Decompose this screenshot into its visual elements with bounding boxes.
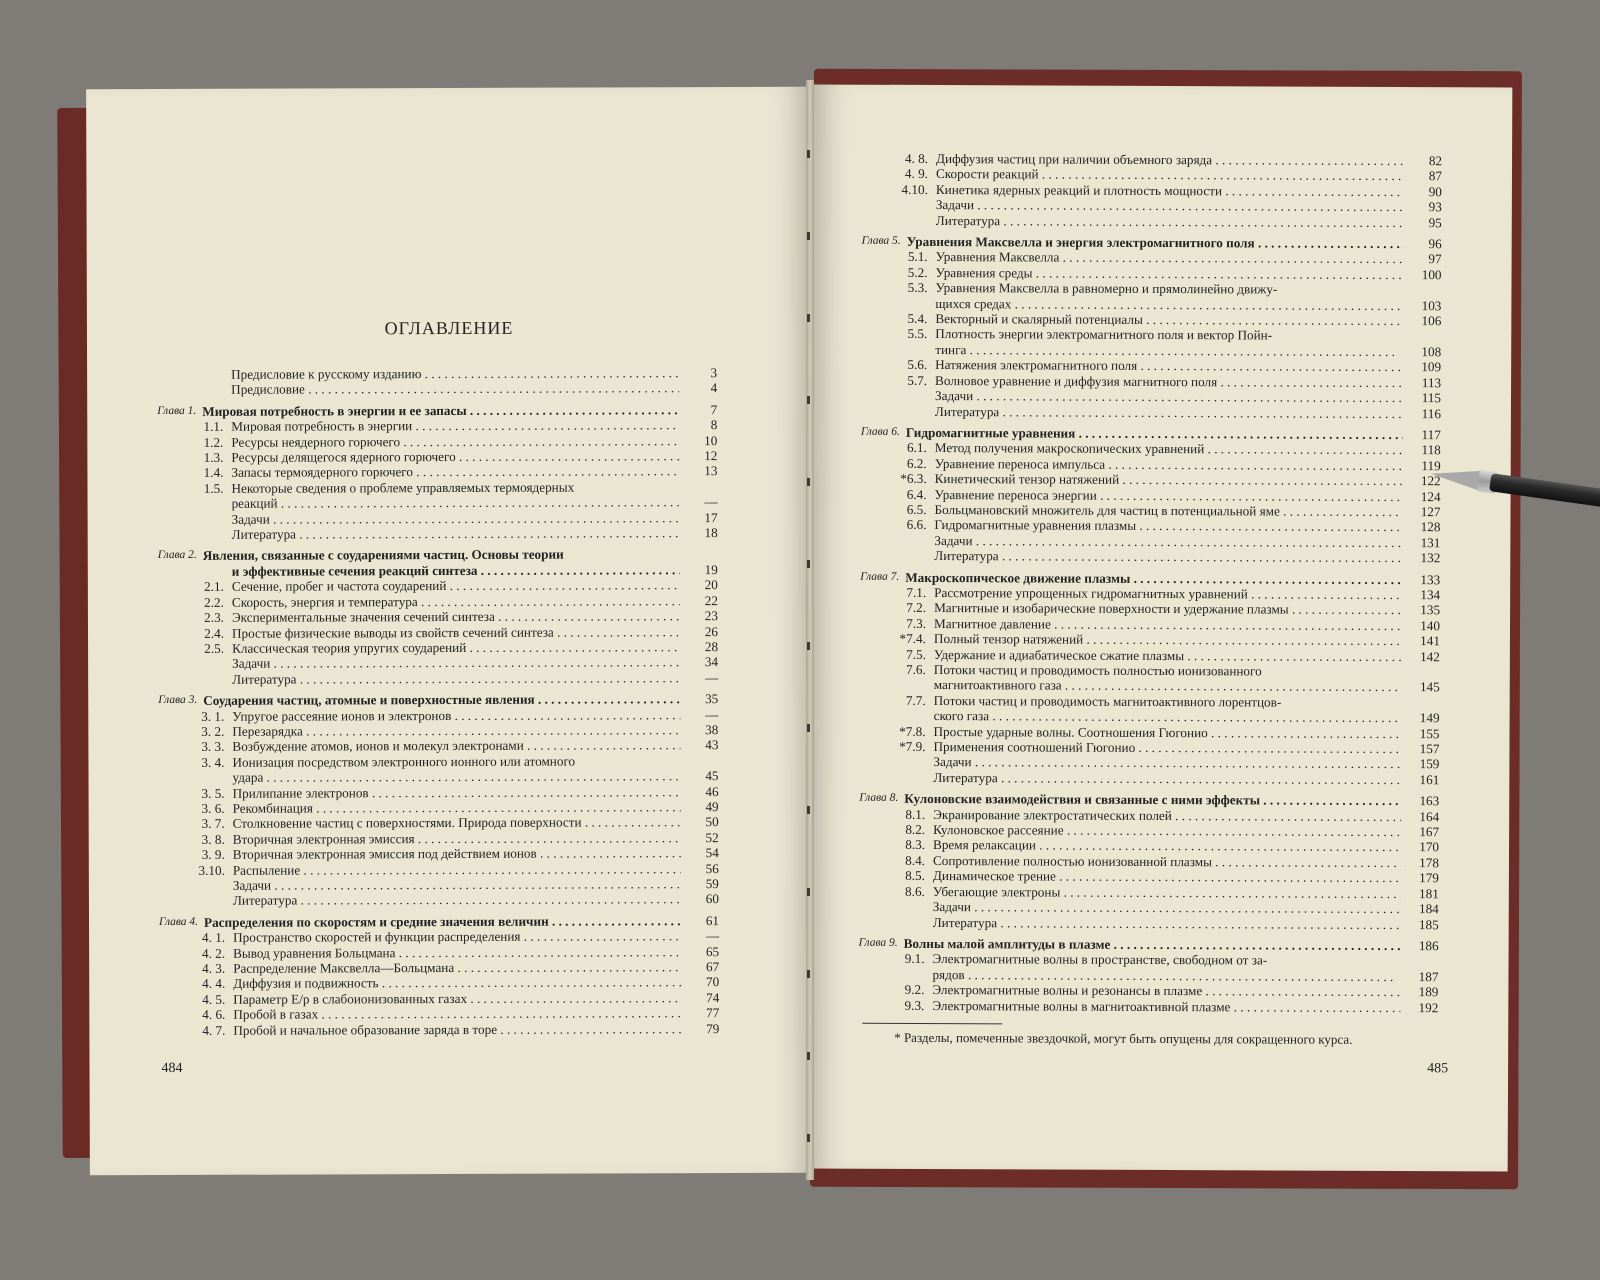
spine-stitch <box>807 642 810 650</box>
toc-entry-number: 4. 3. <box>202 960 226 976</box>
toc-entry-title: Больцмановский множитель для частиц в потенциальной яме . . . <box>934 502 1402 519</box>
toc-entry-number: 2.2. <box>204 594 224 610</box>
toc-entry-page: 108 <box>1421 344 1442 360</box>
toc-entry-number: 4. 2. <box>202 945 226 961</box>
toc-entry-title: Простые ударные волны. Соотношения Гюгонио . . . <box>934 724 1402 741</box>
toc-entry-page: 115 <box>1421 390 1442 406</box>
toc-entry-title: Задачи . . . <box>233 876 681 893</box>
toc-entry-page: 116 <box>1421 405 1441 421</box>
toc-entry-page: 87 <box>1428 168 1443 184</box>
toc-entry-page: 74 <box>706 989 720 1005</box>
toc-entry-number: 5.4. <box>907 310 928 327</box>
toc-entry-page: 52 <box>705 829 719 845</box>
toc-entry-number: 1.1. <box>203 419 224 435</box>
toc-entry-page: 161 <box>1419 771 1440 788</box>
toc-entry-number: 6.2. <box>906 455 927 471</box>
toc-entry-page: 90 <box>1428 183 1442 200</box>
toc-entry-title: Рекомбинация . . . <box>233 799 681 816</box>
toc-entry-title: Предисловие . . . <box>231 381 679 398</box>
toc-entry-title: Литература . . . <box>934 548 1402 565</box>
toc-entry-title: Прилипание электронов . . . <box>233 784 681 801</box>
toc-entry-title: Потоки частиц и проводимость полностью ионизованного <box>933 662 1262 679</box>
toc-entry-page: 28 <box>704 638 719 655</box>
toc-entry-page: — <box>705 928 720 944</box>
toc-entry-title: Задачи . . . <box>232 655 680 672</box>
toc-entry-page: 79 <box>706 1020 720 1036</box>
toc-entry-title: Экспериментальные значения сечений синтеза . . . <box>232 608 680 625</box>
toc-entry-page: 49 <box>705 799 719 815</box>
toc-entry-page: 170 <box>1419 839 1440 855</box>
toc-entry-title: Волны малой амплитуды в плазме . . . <box>904 936 1401 954</box>
toc-entry-title: Литература . . . <box>233 892 681 909</box>
toc-entry-title: Скорость, энергия и температура . . . <box>232 593 680 610</box>
toc-entry-number: 8.1. <box>905 806 926 822</box>
toc-entry-title: Простые физические выводы из свойств сечений синтеза . . . <box>232 624 680 641</box>
footnote: * Разделы, помеченные звездочкой, могут быть опущены для сокращенного курса. <box>894 1029 1353 1047</box>
toc-entry-title: Задачи . . . <box>232 510 680 527</box>
toc-entry-page: 43 <box>705 737 719 753</box>
toc-entry-title: Задачи . . . <box>935 388 1403 405</box>
toc-entry-page: 93 <box>1428 199 1442 215</box>
toc-entry <box>861 403 1441 421</box>
toc-entry-number: 3. 1. <box>201 708 225 724</box>
toc-entry <box>858 997 1438 1015</box>
toc-entry-number: 8.2. <box>905 821 926 838</box>
toc-entry-page: 135 <box>1420 602 1441 618</box>
toc-entry-number: 9.2. <box>904 982 925 998</box>
toc-entry-number: 2.1. <box>204 579 224 595</box>
toc-entry-title: Скорости реакций . . . <box>936 166 1404 183</box>
toc-entry-title: Литература . . . <box>232 670 680 687</box>
toc-entry-title: Столкновение частиц с поверхностями. Природа поверхности . . . <box>233 815 681 832</box>
toc-entry <box>158 525 718 542</box>
toc-entry-number: 1.2. <box>203 434 224 450</box>
toc-entry-page: 96 <box>1428 236 1442 252</box>
toc-entry-number: 4. 6. <box>202 1007 226 1023</box>
toc-entry-page: 34 <box>704 654 719 670</box>
toc-entry-title: Магнитное давление . . . <box>934 616 1402 633</box>
toc-entry-title: Уравнения среды . . . <box>936 265 1404 282</box>
toc-entry-page: 109 <box>1421 359 1442 375</box>
toc-entry-number: 3. 2. <box>201 723 225 739</box>
toc-entry-page: 159 <box>1419 756 1440 772</box>
pen-tip <box>1430 464 1482 491</box>
toc-entry-title: Литература . . . <box>232 525 680 542</box>
toc-entry-title: ского газа . . . <box>934 708 1402 725</box>
toc-entry-page: 67 <box>705 959 720 975</box>
toc-entry-page: 145 <box>1419 679 1440 695</box>
toc-entry-title: Убегающие электроны . . . <box>933 884 1401 901</box>
toc-entry-page: 13 <box>704 463 718 479</box>
toc-list-left <box>157 365 719 1038</box>
toc-entry-title: магнитоактивного газа . . . <box>934 677 1402 694</box>
toc-entry-number: 3. 9. <box>201 846 225 863</box>
left-page <box>86 87 814 1176</box>
toc-entry-page: 189 <box>1418 984 1439 1000</box>
toc-entry-number: 7.6. <box>906 661 926 677</box>
toc-entry-number: 8.6. <box>905 883 925 899</box>
toc-entry-number: 7.3. <box>906 615 927 631</box>
toc-entry-page: 60 <box>705 891 719 907</box>
right-page <box>808 84 1513 1171</box>
toc-entry-page: 12 <box>704 448 718 464</box>
toc-entry-page: 118 <box>1421 442 1441 458</box>
toc-entry-number: 6.4. <box>906 486 927 502</box>
toc-entry-title: Пробой в газах . . . <box>233 1005 681 1022</box>
toc-entry-number: 1.4. <box>203 465 224 481</box>
toc-entry-page: 19 <box>704 561 718 577</box>
toc-entry-number: 6.6. <box>906 517 927 533</box>
toc-entry-page: 65 <box>705 943 720 959</box>
toc-entry-number: 4. 4. <box>202 976 226 992</box>
toc-entry-number: 7.7. <box>905 692 926 708</box>
toc-entry-title: Сопротивление полностью ионизованной плазмы . . . <box>933 853 1401 870</box>
toc-entry-title: Гидромагнитные уравнения . . . <box>906 425 1403 443</box>
toc-entry-page: 124 <box>1420 488 1441 504</box>
toc-entry-page: 20 <box>704 577 718 593</box>
toc-entry-title: Диффузия частиц при наличии объемного заряда . . . <box>936 151 1404 168</box>
toc-entry-number: 2.5. <box>204 640 225 656</box>
toc-entry-number: 3. 4. <box>201 754 225 770</box>
toc-entry-number: Глава 9. <box>858 936 898 949</box>
spine-stitch <box>807 560 810 568</box>
page-number-right: 485 <box>1427 1061 1449 1077</box>
toc-entry-page: 122 <box>1420 473 1441 489</box>
spine-stitch <box>807 314 810 322</box>
spine-stitch <box>807 232 810 240</box>
toc-entry <box>157 380 717 397</box>
toc-entry-page: 179 <box>1419 870 1439 886</box>
toc-entry-title: Полный тензор натяжений . . . <box>934 631 1402 648</box>
toc-entry-title: Ионизация посредством электронного ионного или атомного <box>232 753 576 770</box>
toc-entry-page: 70 <box>706 974 720 990</box>
toc-entry-title: рядов . . . <box>932 967 1400 984</box>
toc-entry-number: 6.1. <box>906 440 927 456</box>
toc-entry-title: Литература . . . <box>933 770 1401 787</box>
toc-entry-number: 7.1. <box>906 584 927 600</box>
toc-entry-number: Глава 5. <box>861 234 901 247</box>
toc-entry-page: 61 <box>705 912 720 928</box>
toc-entry-page: 117 <box>1421 427 1441 443</box>
toc-entry-number: 5.2. <box>907 264 928 280</box>
toc-entry-title: Литература . . . <box>933 915 1401 932</box>
toc-entry-number: *7.4. <box>899 631 926 647</box>
toc-entry-title: Предисловие к русскому изданию . . . <box>231 365 679 382</box>
toc-entry-page: 10 <box>704 432 718 448</box>
toc-entry <box>860 548 1440 566</box>
toc-entry-title: Пробой и начальное образование заряда в торе . . . <box>233 1021 681 1038</box>
toc-entry-number: Глава 7. <box>860 570 900 583</box>
toc-entry-title: Запасы термоядерного горючего . . . <box>231 464 679 481</box>
toc-entry-number: 4.10. <box>901 181 928 197</box>
toc-entry-title: Рассмотрение упрощенных гидромагнитных уравнений . . . <box>934 585 1402 602</box>
toc-entry-page: 59 <box>705 876 719 892</box>
toc-entry-title: Макроскопическое движение плазмы . . . <box>905 569 1402 587</box>
toc-entry-title: Уравнение переноса энергии . . . <box>935 487 1403 504</box>
toc-entry-number: 2.4. <box>204 625 225 641</box>
toc-entry-number: 3. 7. <box>201 816 225 832</box>
toc-entry-title: Ресурсы делящегося ядерного горючего . . . <box>231 448 679 465</box>
toc-entry-title: Кулоновские взаимодействия и связанные с ними эффекты . . . <box>904 791 1401 809</box>
toc-entry-page: 140 <box>1420 617 1441 634</box>
toc-entry-page: 181 <box>1419 885 1439 901</box>
spine-stitch <box>807 396 810 404</box>
toc-entry-title: Динамическое трение . . . <box>933 868 1401 885</box>
toc-entry-page: 141 <box>1420 633 1440 649</box>
toc-entry-page: 46 <box>705 783 719 799</box>
toc-entry-page: 164 <box>1419 808 1440 824</box>
toc-entry-number: 4. 8. <box>904 150 929 166</box>
toc-entry-title: Соударения частиц, атомные и поверхностные явления . . . <box>203 691 680 708</box>
toc-entry-title: Мировая потребность в энергии и ее запасы . . . <box>202 402 679 419</box>
toc-entry-page: 155 <box>1419 725 1440 741</box>
toc-entry-title: Электромагнитные волны в пространстве, свободном от за- <box>932 951 1268 968</box>
toc-entry-title: Электромагнитные волны и резонансы в плазме . . . <box>932 982 1400 999</box>
toc-entry-page: 45 <box>705 768 719 784</box>
toc-entry-number: 5.3. <box>907 280 928 296</box>
toc-entry-title: Пространство скоростей и функции распределения . . . <box>233 928 681 945</box>
toc-entry-page: 23 <box>704 608 718 624</box>
toc-entry-title: Кинетический тензор натяжений . . . <box>935 471 1403 488</box>
toc-entry-page: 128 <box>1420 519 1441 535</box>
toc-entry-title: Электромагнитные волны в магнитоактивной плазме . . . <box>932 998 1400 1015</box>
toc-entry-title: Время релаксации . . . <box>933 837 1401 854</box>
toc-entry-number: 5.6. <box>907 357 928 373</box>
toc-entry-title: Потоки частиц и проводимость магнитоактивного лорентцов- <box>933 692 1282 710</box>
toc-entry <box>159 1021 719 1038</box>
toc-entry-page: 50 <box>705 814 719 830</box>
toc-entry-title: Векторный и скалярный потенциалы . . . <box>935 311 1403 328</box>
toc-entry-title: реакций . . . <box>232 494 680 511</box>
toc-entry-page: — <box>704 494 718 510</box>
toc-entry-title: Параметр E/p в слабоионизованных газах . . . <box>233 990 681 1007</box>
toc-entry-page: 142 <box>1420 648 1440 664</box>
toc-entry-title: Литература . . . <box>936 213 1404 230</box>
toc-entry-number: 3.10. <box>198 862 225 878</box>
toc-entry-page: 35 <box>705 691 719 707</box>
toc-entry-number: *7.8. <box>899 723 926 739</box>
toc-entry-number: 5.1. <box>907 249 928 265</box>
toc-entry-page: — <box>705 706 719 722</box>
toc-entry-title: Перезарядка . . . <box>232 722 680 739</box>
toc-entry-page: 157 <box>1419 741 1440 757</box>
toc-entry-title: Классическая теория упругих соударений . . . <box>232 639 680 656</box>
toc-entry-page: 56 <box>705 860 719 876</box>
toc-entry-number: 5.5. <box>907 326 928 342</box>
book-spine <box>806 80 814 1180</box>
toc-entry <box>859 770 1439 788</box>
toc-entry-number: 3. 5. <box>201 785 225 801</box>
toc-entry-title: Распыление . . . <box>233 861 681 878</box>
toc-entry-title: Диффузия и подвижность . . . <box>233 975 681 992</box>
toc-entry-page: 22 <box>704 592 718 608</box>
toc-entry-page: 185 <box>1418 916 1439 932</box>
toc-entry-number: 9.3. <box>904 997 925 1013</box>
toc-entry-page: 54 <box>705 845 719 861</box>
footnote-rule <box>862 1023 1002 1025</box>
toc-entry-page: 8 <box>710 417 718 433</box>
toc-entry-title: Мировая потребность в энергии . . . <box>231 417 679 434</box>
toc-entry-title: Литература . . . <box>935 404 1403 421</box>
toc-entry-page: 167 <box>1419 824 1440 840</box>
toc-entry-page: 17 <box>704 509 718 525</box>
spine-stitch <box>807 1052 810 1060</box>
toc-entry-number: Глава 6. <box>860 425 900 438</box>
toc-entry-page: 192 <box>1418 999 1439 1015</box>
toc-entry-title: Метод получения макроскопических уравнений . . . <box>935 440 1403 457</box>
toc-entry-title: Задачи . . . <box>933 899 1401 916</box>
toc-entry-number: Глава 2. <box>157 549 197 562</box>
toc-entry-page: 178 <box>1419 855 1440 871</box>
toc-entry-title: Явления, связанные с соударениями частиц. Основы теории <box>202 547 564 564</box>
toc-entry-number: Глава 1. <box>157 404 197 417</box>
toc-entry-title: и эффективные сечения реакций синтеза . . . <box>232 562 680 579</box>
toc-entry-page: 38 <box>705 722 719 738</box>
toc-entry-page: 103 <box>1421 297 1442 313</box>
toc-entry-number: 1.3. <box>203 449 224 465</box>
toc-entry-page: 106 <box>1421 313 1442 329</box>
toc-entry-page: 186 <box>1418 938 1439 954</box>
toc-entry-title: Вывод уравнения Больцмана . . . <box>233 944 681 961</box>
toc-entry-page: 149 <box>1419 710 1440 726</box>
toc-list-right <box>858 151 1442 1015</box>
toc-entry-number: 8.5. <box>905 868 925 884</box>
toc-entry-page: 119 <box>1421 457 1441 473</box>
toc-entry-page: 18 <box>704 525 718 541</box>
toc-entry-page: 7 <box>710 401 718 417</box>
toc-entry-number: 8.3. <box>905 837 926 853</box>
toc-entry-number: 4. 1. <box>201 930 226 946</box>
toc-entry-title: Уравнения Максвелла и энергия электромагнитного поля . . . <box>907 234 1404 252</box>
toc-entry-title: Возбуждение атомов, ионов и молекул электронами . . . <box>232 738 680 755</box>
toc-entry-number: 8.4. <box>905 852 926 868</box>
toc-entry-title: Упругое рассеяние ионов и электронов . . . <box>232 707 680 724</box>
toc-entry-number: Глава 8. <box>859 791 899 805</box>
toc-entry-title: Распределения по скоростям и средние значения величин . . . <box>204 913 681 930</box>
toc-entry-title: Уравнения Максвелла . . . <box>936 249 1404 266</box>
toc-entry-number: 6.5. <box>906 501 927 517</box>
toc-entry-number: Глава 4. <box>158 915 199 928</box>
page-number-left: 484 <box>161 1060 183 1077</box>
toc-entry-title: Задачи . . . <box>933 754 1401 771</box>
toc-entry-number: *6.3. <box>900 470 927 487</box>
toc-entry-title: Кинетика ядерных реакций и плотность мощности . . . <box>936 182 1404 199</box>
toc-entry-page: 95 <box>1428 214 1442 230</box>
toc-entry-title: Натяжения электромагнитного поля . . . <box>935 357 1403 374</box>
toc-entry-page: 4 <box>710 380 718 396</box>
toc-entry-title: Гидромагнитные уравнения плазмы . . . <box>934 517 1402 534</box>
toc-entry-page: 132 <box>1420 550 1441 566</box>
toc-entry <box>158 670 718 687</box>
toc-entry-page: 133 <box>1420 571 1441 587</box>
toc-entry-title: удара . . . <box>232 768 680 785</box>
toc-entry-number: 4. 7. <box>202 1022 226 1038</box>
toc-entry-page: 77 <box>706 1005 720 1021</box>
toc-entry-title: Вторичная электронная эмиссия под действием ионов . . . <box>233 845 681 862</box>
toc-entry-number: 3. 3. <box>201 739 225 755</box>
toc-entry-number: 9.1. <box>904 951 925 967</box>
spine-stitch <box>807 1134 810 1142</box>
toc-entry-number: 2.3. <box>204 609 224 625</box>
toc-entry-page: 134 <box>1420 587 1441 603</box>
toc-entry-page: 184 <box>1418 901 1439 917</box>
spine-stitch <box>807 724 810 732</box>
toc-entry-number: *7.9. <box>899 738 926 755</box>
toc-entry-number: 5.7. <box>907 372 928 388</box>
toc-entry-title: Уравнение переноса импульса . . . <box>935 456 1403 473</box>
toc-entry-title: Вторичная электронная эмиссия . . . <box>233 830 681 847</box>
toc-entry-title: Волновое уравнение и диффузия магнитного поля . . . <box>935 373 1403 390</box>
toc-entry-page: 97 <box>1428 251 1442 267</box>
toc-entry-title: Уравнения Максвелла в равномерно и прямолинейно движу- <box>935 280 1278 297</box>
spine-stitch <box>807 806 810 814</box>
toc-entry-page: 131 <box>1420 534 1441 550</box>
toc-entry-title: Применения соотношений Гюгонио . . . <box>933 739 1401 756</box>
toc-entry-title: Кулоновское рассеяние . . . <box>933 822 1401 839</box>
toc-entry <box>159 891 719 908</box>
toc-entry-page: 127 <box>1420 504 1441 520</box>
toc-entry-title: Плотность энергии электромагнитного поля и вектор Пойн- <box>935 326 1273 343</box>
toc-entry-title: Задачи . . . <box>934 533 1402 550</box>
spine-stitch <box>807 150 810 158</box>
toc-entry-title: щихся средах . . . <box>935 296 1403 313</box>
toc-entry-number: 7.5. <box>906 646 926 662</box>
toc-entry-number: Глава 3. <box>158 694 198 707</box>
toc-entry-title: Некоторые сведения о проблеме управляемых термоядерных <box>231 479 575 496</box>
toc-entry-title: Экранирование электростатических полей . . . <box>933 807 1401 824</box>
toc-entry-title: тинга . . . <box>935 342 1403 359</box>
toc-entry-title: Сечение, пробег и частота соударений . . . <box>232 577 680 594</box>
toc-entry-page: 82 <box>1428 153 1443 169</box>
spine-stitch <box>807 888 810 896</box>
toc-entry-number: 7.2. <box>906 600 927 616</box>
toc-entry-title: Задачи . . . <box>936 197 1404 214</box>
toc-entry-page: 163 <box>1419 793 1440 809</box>
toc-entry-title: Распределение Максвелла—Больцмана . . . <box>233 959 681 976</box>
toc-entry <box>859 914 1439 932</box>
toc-entry-page: 187 <box>1418 968 1439 984</box>
toc-title: ОГЛАВЛЕНИЕ <box>384 317 514 339</box>
toc-entry-number: 3. 6. <box>201 800 225 816</box>
toc-entry-page: 113 <box>1421 374 1442 390</box>
spine-stitch <box>807 478 810 486</box>
toc-entry-title: Магнитные и изобарические поверхности и удержание плазмы . . . <box>934 600 1402 617</box>
spine-stitch <box>807 970 810 978</box>
toc-entry-page: 100 <box>1421 266 1442 283</box>
toc-entry-page: 3 <box>710 365 718 381</box>
toc-entry-title: Удержание и адиабатическое сжатие плазмы . . . <box>934 647 1402 664</box>
toc-entry-page: — <box>704 669 719 685</box>
toc-entry-number: 4. 9. <box>904 166 929 182</box>
toc-entry-number: 3. 8. <box>201 831 225 847</box>
toc-entry-page: 26 <box>704 623 719 639</box>
toc-entry-number: 4. 5. <box>202 991 226 1007</box>
toc-entry <box>862 212 1442 230</box>
toc-entry-title: Ресурсы неядерного горючего . . . <box>231 433 679 450</box>
toc-entry-number: 1.5. <box>203 480 224 496</box>
